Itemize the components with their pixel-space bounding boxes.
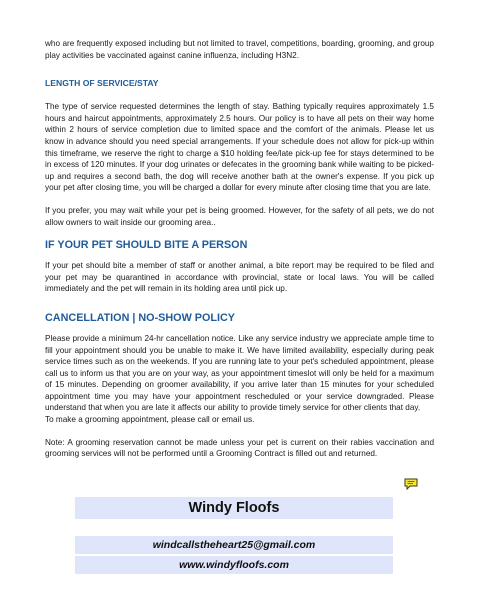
waiting-paragraph: If you prefer, you may wait while your pet is being groomed. However, for the safety of all pets, we do not allow owners to wait inside our grooming area.. [45,205,434,227]
business-name-banner: Windy Floofs [75,497,393,519]
length-of-service-paragraph: The type of service requested determines the length of stay. Bathing typically requires approximately 1.5 hours and haircut appointments, approximately 2.5 hours. Our policy is to have all pets on their way home within 2 hours of service completion due to limited space and the comfort of the animals. Please let us know in advance should you need special arrangements. If your schedule does not allow for pick-up within this timeframe, we reserve the right to charge a $10 holding fee/late pick-up fee for stays determined to be in excess of 120 minutes. If your dog urinates or defecates in the grooming bank while waiting to be picked-up and requires a second bath, the dog will receive another bath at the owner's expense. If you pick up your pet after closing time, you will be charged a dollar for every minute after closing time that you are late. [45,102,434,193]
contact-email[interactable]: windcallstheheart25@gmail.com [75,536,393,554]
appointment-instruction: To make a grooming appointment, please call or email us. [45,415,255,425]
cancellation-paragraph: Please provide a minimum 24-hr cancellation notice. Like any service industry we appreciate ample time to fill your appointment should you be unable to make it. We have limited availability, especially during peak service times such as on the weekends. If you are running late to your pet's scheduled appointment, please call us to inform us that you are on your way, as your appointment timeslot will only be held for a maximum of 15 minutes. Depending on groomer availability, if you arrive later than 15 minutes for your scheduled appointment time you may have your appointment rescheduled or your service downgraded. Please understand that when you are late it affects our ability to provide timely service for other clients that day. [45,333,434,413]
bite-heading: IF YOUR PET SHOULD BITE A PERSON [45,239,248,252]
intro-paragraph: who are frequently exposed including but not limited to travel, competitions, boarding, grooming, and group play activities be vaccinated against canine influenza, including H3N2. [45,39,434,60]
comment-note-icon[interactable] [404,478,418,490]
bite-paragraph: If your pet should bite a member of staff or another animal, a bite report may be required to be filed and your pet may be quarantined in accordance with provincial, state or local laws. You will be called immediately and the pet will remain in its holding area until pick up. [45,261,434,294]
website-link[interactable]: www.windyfloofs.com [75,556,393,574]
cancellation-heading: CANCELLATION | NO-SHOW POLICY [45,311,235,324]
document-page [45,38,434,460]
length-of-service-heading: LENGTH OF SERVICE/STAY [45,78,159,89]
grooming-note: Note: A grooming reservation cannot be made unless your pet is current on their rabies vaccination and grooming services will not be performed until a Grooming Contract is filled out and returned. [45,437,434,459]
